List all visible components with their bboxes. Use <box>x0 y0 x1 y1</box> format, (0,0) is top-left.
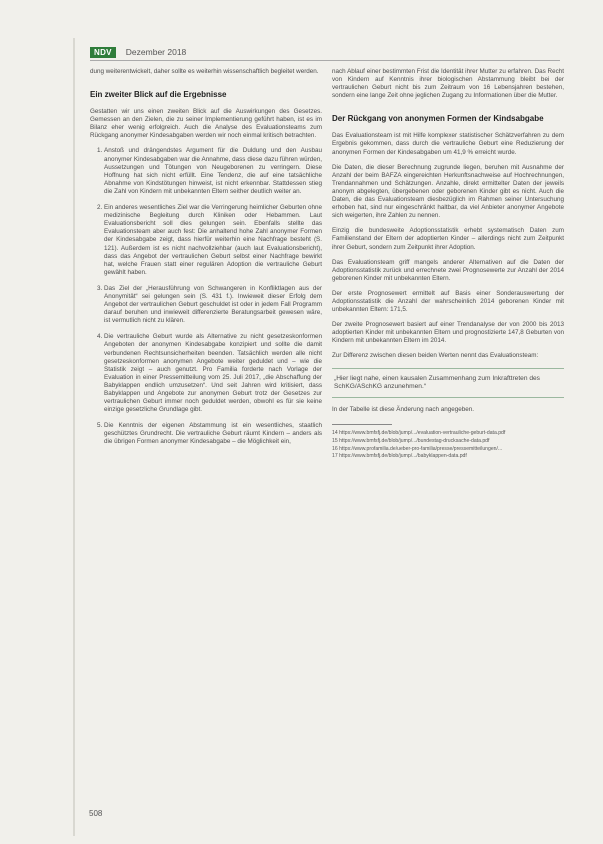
list-item: 4. Die vertrauliche Geburt wurde als Alternative zu nicht gesetzeskonformen Angeboten der anonymen Kindesabgabe konzipiert und sollte die damit verbundenen Rechtsunsicherheiten beenden. Tatsächlich werden alle nicht gesetzeskonformen anonymen Angebote weiter geduldet und – wie die Statistik zeigt – auch genutzt. Pro Familia forderte nach Vorlage der Evaluation in einer Pressemitteilung vom 25. Juli 2017, „die Abschaffung der Babyklappen endlich umzusetzen“. Und seit Jahren wird kritisiert, dass Babyklappen und Angebote zur anonymen Geburt trotz der Gesetzes zur vertraulichen Geburt immer noch geduldet werden, obwohl es für sie keine einzige gesetzliche Grundlage gibt. <box>104 333 322 414</box>
list-item: 3. Das Ziel der „Herausführung von Schwangeren in Konfliktlagen aus der Anonymität“ sei gelungen sein (S. 431 f.). Inwieweit dieser Erfolg dem Angebot der vertraulichen Geburt geschuldet ist oder in jedem Fall Programm darauf beruhen und inwieweit differenzierte Beratungsarbeit gewesen wäre, ist vermutlich nicht zu klären. <box>104 285 322 325</box>
after-quote-paragraph: In der Tabelle ist diese Änderung nach angegeben. <box>332 406 475 414</box>
section-heading-results: Ein zweiter Blick auf die Ergebnisse <box>90 90 227 100</box>
lead-paragraph: Gestatten wir uns einen zweiten Blick auf die Auswirkungen des Gesetzes. Gemessen an den Zielen, die zu seiner Implementierung geführt haben, ist es im Bilanz eher wenig erfolgreich. Auch die Analyse des Evaluationsteams zum Rückgang anonymer Kindesabgaben werden wir noch einmal kritisch betrachten. <box>90 108 322 140</box>
body-paragraph: Das Evaluationsteam ist mit Hilfe komplexer statistischer Schätzverfahren zu dem Ergebnis gekommen, dass durch die vertrauliche Geburt eine Reduzierung der anonymen Formen der Kindesabgaben um 41,9 % erreicht wurde. <box>332 132 564 156</box>
list-item: 1. Anstoß und drängendstes Argument für die Duldung und den Ausbau anonymer Kindesabgaben war die Annahme, dass diese dazu führen würden, Aussetzungen und Tötungen von Neugeborenen zu verringern. Diese Hoffnung hat sich nicht erfüllt. Eine Tendenz, die auf eine tatsächliche Abnahme von Kindstötungen hinweist, ist nicht erkennbar. Stattdessen stieg die Zahl von Kindern mit unbekannten Eltern seither deutlich weiter an. <box>104 147 322 196</box>
body-paragraph: Der zweite Prognosewert basiert auf einer Trendanalyse der von 2000 bis 2013 adoptierten Kinder mit unbekannten Eltern und prognostizierte 147,8 Geburten von Kindern mit unbekannten Eltern im 2014. <box>332 321 564 345</box>
list-item: 2. Ein anderes wesentliches Ziel war die Verringerung heimlicher Geburten ohne medizinische Begleitung durch Kliniken oder Hebammen. Laut Evaluationsbericht soll dies gelungen sein. Ebenfalls stellte das Evaluationsteam aber auch fest: Die anhaltend hohe Zahl anonymer Formen der Kindesabgabe zeigt, dass hierfür weiterhin eine Nachfrage besteht (S. 121). Außerdem ist es nicht nachvollziehbar (auch laut Evaluationsbericht), dass das Angebot der vertraulichen Geburt selbst einer Nachfrage bewirkt hat, welche Frauen statt einer regulären Adoption die vertrauliche Geburt gewählt haben. <box>104 204 322 277</box>
left-column <box>90 68 322 455</box>
footnote: 16 https://www.profamilia.de/ueber-pro-familia/presse/pressemitteilungen/... <box>332 445 503 452</box>
section-heading-decline: Der Rückgang von anonymen Formen der Kindsabgabe <box>332 114 544 124</box>
right-column <box>332 68 564 461</box>
block-quote: „Hier liegt nahe, einen kausalen Zusammenhang zum Inkrafttreten des SchKG/ASchKG anzunehmen.“ <box>332 368 564 399</box>
body-paragraph: Zur Differenz zwischen diesen beiden Werten nennt das Evaluationsteam: <box>332 352 539 360</box>
body-paragraph: Der erste Prognosewert ermittelt auf Basis einer Sonderauswertung der Adoptionsstatistik die Anzahl der wahrscheinlich 2014 geborenen Kinder mit unbekannten Eltern: 171,5. <box>332 289 564 314</box>
footnote: 17 https://www.bmfsfj.de/blob/jump/.../babyklappen-data.pdf <box>332 453 467 460</box>
body-paragraph: Einzig die bundesweite Adoptionsstatistik erhebt systematisch Daten zum Familienstand der Eltern der adoptierten Kinder – allerdings nicht zum Zeitpunkt ihrer Geburt, sondern zum Zeitpunkt ihrer Adoption. <box>332 227 564 251</box>
list-item: 5. Die Kenntnis der eigenen Abstammung ist ein wesentliches, staatlich geschütztes Grundrecht. Die vertrauliche Geburt räumt Kindern – anders als die übrigen Formen anonymer Kindesabgabe – die Möglichkeit ein, <box>104 422 322 446</box>
footnote-rule <box>332 424 392 425</box>
issue-date: Dezember 2018 <box>125 47 187 57</box>
continuation-paragraph: nach Ablauf einer bestimmten Frist die Identität ihrer Mutter zu erfahren. Das Recht von Kindern auf Kenntnis ihrer biologischen Abstammung bleibt bei der vertraulichen Geburt nicht bis zum Zeitraum von 16 Lebensjahren bestehen, sondern eine lange Zeit ohne jeglichen Zugang zu Informationen über die Mutter. <box>332 68 564 100</box>
intro-paragraph: dung weiterentwickelt, daher sollte es weiterhin wissenschaftlich begleitet werden. <box>90 68 319 75</box>
journal-badge: NDV <box>90 47 116 58</box>
header-rule <box>90 60 560 61</box>
body-paragraph: Die Daten, die dieser Berechnung zugrunde liegen, beruhen mit Ausnahme der Anzahl der beim BAFZA eingereichten Herkunftsnachweise auf Hochrechnungen, Trendannahmen und Schätzungen. Anzahle, direkt ermittelter Daten der jeweils anonym abgelegten, übergebenen oder geborenen Kinder gibt es nicht. Auch die Daten, die das Evaluationsteam diesbezüglich im Rahmen seiner Untersuchung erhoben hat, sind nur eingeschränkt haltbar, da viel Anbieter anonymer Angebote sich weigerten, ihre Zahlen zu nennen. <box>332 163 564 220</box>
page-binding-shadow <box>73 38 75 836</box>
page-number: 508 <box>89 809 103 818</box>
page-header <box>90 45 186 59</box>
footnotes <box>332 430 564 459</box>
footnote: 14 https://www.bmfsfj.de/blob/jump/.../evaluation-vertrauliche-geburt-data.pdf <box>332 430 506 437</box>
results-list <box>90 147 322 446</box>
footnote: 15 https://www.bmfsfj.de/blob/jump/.../bundestag-drucksache-data.pdf <box>332 438 490 445</box>
body-paragraph: Das Evaluationsteam griff mangels anderer Alternativen auf die Daten der Adoptionsstatistik zurück und errechnete zwei Prognosewerte zur Anzahl der 2014 geborenen Kinder mit unbekannten Eltern. <box>332 258 564 282</box>
